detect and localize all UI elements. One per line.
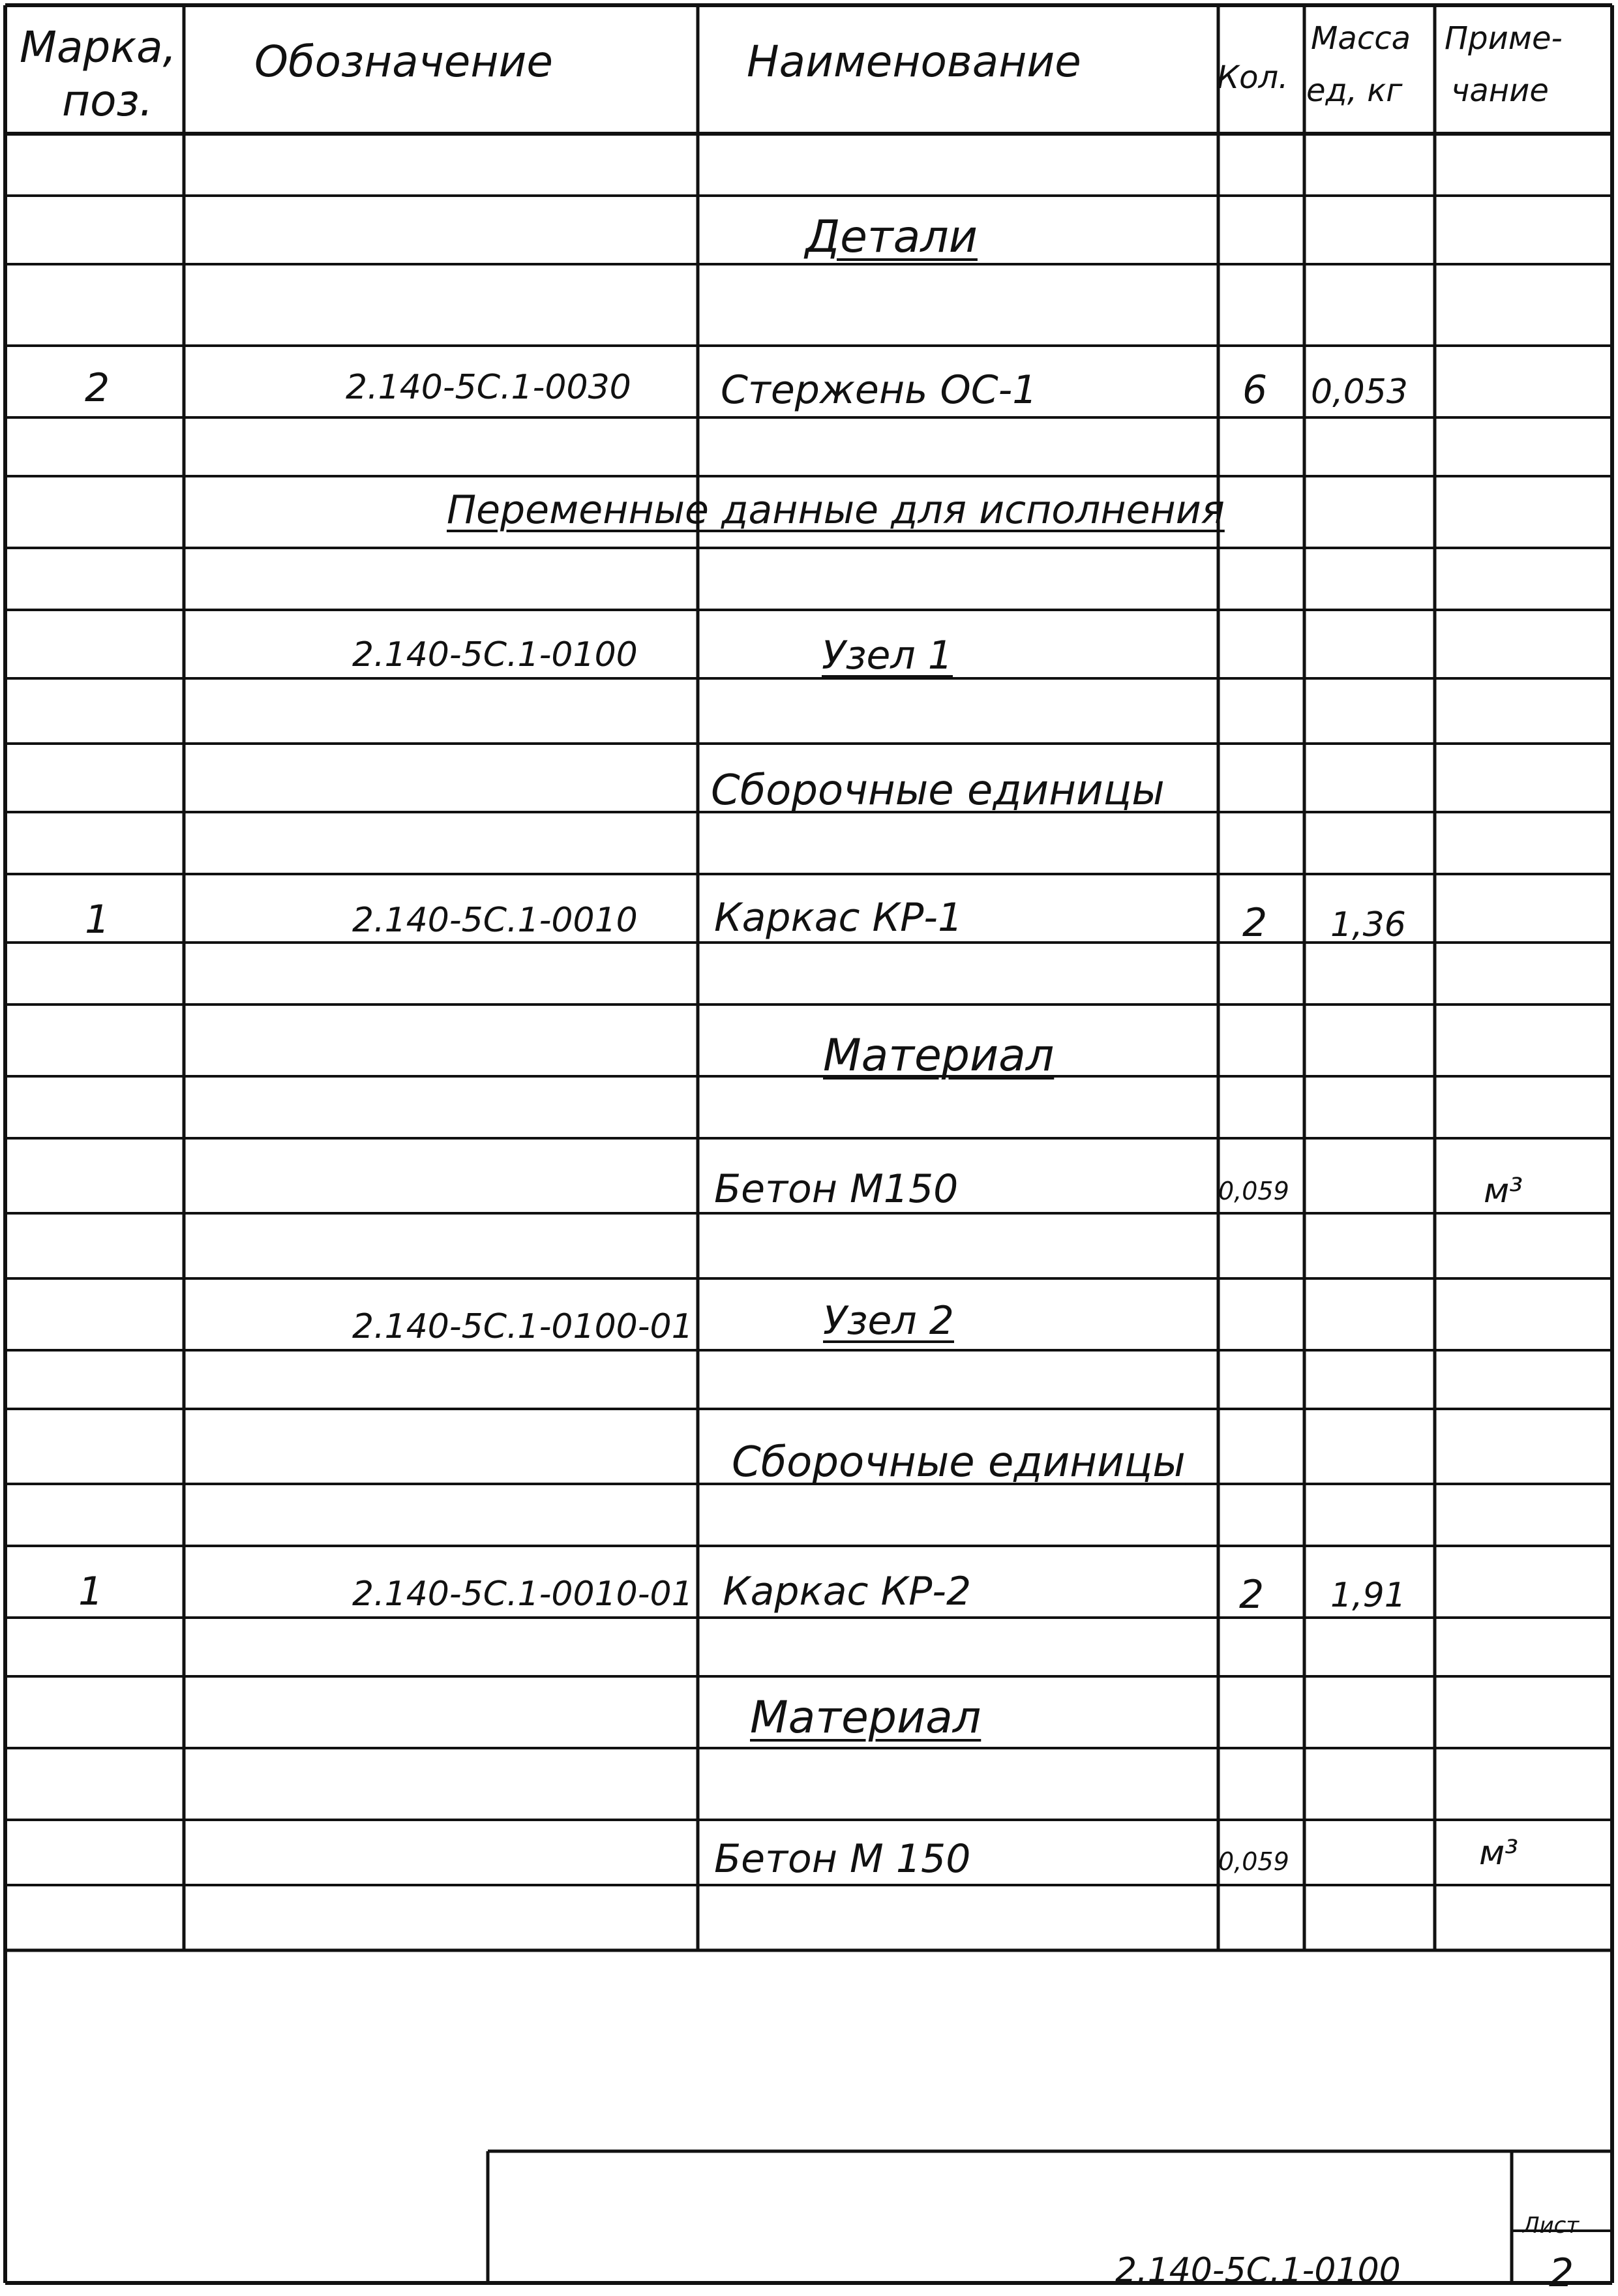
node1-name: Узел 1 (822, 633, 953, 678)
frame1-designation: 2.140-5С.1-0010 (352, 901, 638, 940)
frame1-mass: 1,36 (1330, 905, 1406, 944)
header-mark-line1: Марка, (20, 22, 177, 72)
concrete1-unit-note: м³ (1484, 1171, 1523, 1211)
concrete2-unit-note: м³ (1479, 1834, 1519, 1873)
header-mark-line2: поз. (62, 76, 153, 126)
frame2-mass: 1,91 (1330, 1576, 1406, 1615)
frame2-qty: 2 (1239, 1572, 1265, 1618)
node2-name: Узел 2 (823, 1298, 954, 1344)
header-mass-line1: Масса (1311, 20, 1411, 57)
frame1-qty: 2 (1242, 900, 1268, 946)
frame1-name: Каркас КР-1 (714, 895, 963, 941)
header-note-line2: чание (1451, 72, 1549, 109)
rod-name: Стержень ОС-1 (721, 367, 1038, 413)
section-details-title: Детали (805, 211, 978, 263)
frame2-position: 1 (78, 1569, 104, 1614)
header-note-line1: Приме- (1445, 20, 1563, 57)
header-designation: Обозначение (254, 37, 553, 87)
title-block-sheet-label: Лист (1523, 2213, 1580, 2239)
frame1-position: 1 (85, 897, 110, 943)
section-assembly-units-1-title: Сборочные единицы (711, 766, 1165, 815)
rod-position: 2 (85, 365, 110, 411)
section-material-2-title: Материал (750, 1692, 981, 1744)
frame2-name: Каркас КР-2 (723, 1569, 972, 1614)
rod-mass: 0,053 (1311, 372, 1408, 412)
header-qty: Кол. (1217, 59, 1289, 96)
section-assembly-units-2-title: Сборочные единицы (732, 1438, 1186, 1487)
node2-designation: 2.140-5С.1-0100-01 (352, 1307, 693, 1346)
concrete2-name: Бетон М 150 (714, 1836, 971, 1882)
rod-qty: 6 (1242, 367, 1268, 413)
section-variable-data-title: Переменные данные для исполнения (447, 487, 1225, 533)
concrete1-name: Бетон М150 (714, 1166, 959, 1212)
concrete2-qty: 0,059 (1218, 1847, 1289, 1876)
header-mass-line2: ед, кг (1306, 72, 1403, 109)
concrete1-qty: 0,059 (1218, 1177, 1289, 1205)
node1-designation: 2.140-5С.1-0100 (352, 635, 638, 674)
rod-designation: 2.140-5С.1-0030 (346, 368, 631, 407)
section-material-1-title: Материал (823, 1030, 1055, 1081)
frame2-designation: 2.140-5С.1-0010-01 (352, 1575, 693, 1614)
header-name: Наименование (747, 37, 1081, 87)
title-block-document-code: 2.140-5С.1-0100 (1115, 2251, 1401, 2290)
title-block-sheet-number: 2 (1549, 2250, 1574, 2296)
